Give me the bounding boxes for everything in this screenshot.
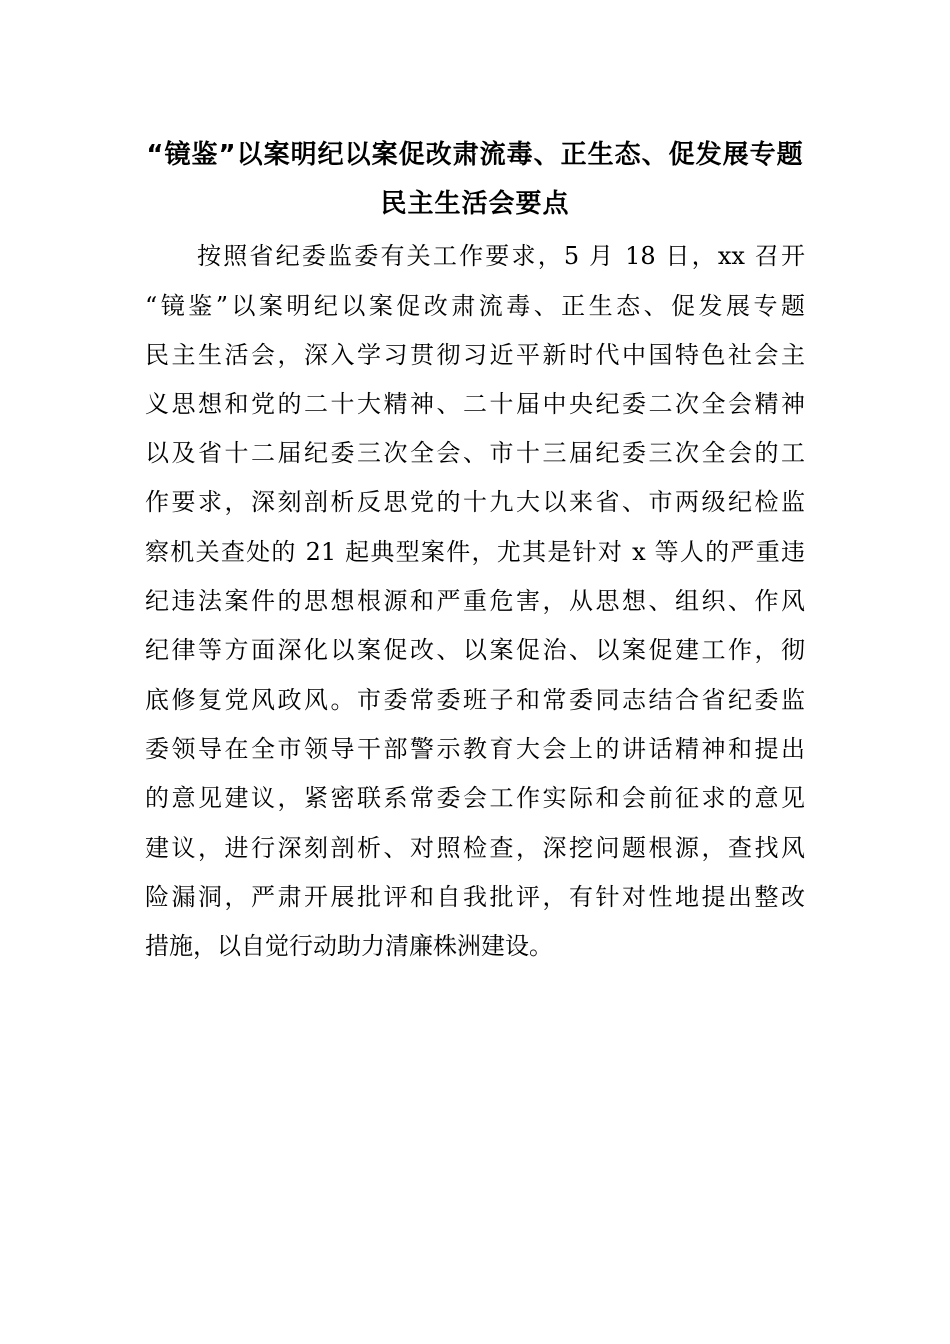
paragraph-line: 委领导在全市领导干部警示教育大会上的讲话精神和提出 bbox=[145, 735, 805, 763]
paragraph-line: 险漏洞，严肃开展批评和自我批评，有针对性地提出整改 bbox=[145, 883, 805, 911]
paragraph-line: 建议，进行深刻剖析、对照检查，深挖问题根源，查找风 bbox=[145, 834, 805, 862]
document-title-line-1: “镜鉴”以案明纪以案促改肃流毒、正生态、促发展专题 bbox=[146, 140, 804, 170]
paragraph-line: 纪律等方面深化以案促改、以案促治、以案促建工作，彻 bbox=[145, 636, 805, 664]
paragraph-line: 纪违法案件的思想根源和严重危害，从思想、组织、作风 bbox=[145, 587, 805, 615]
paragraph-line: 的意见建议，紧密联系常委会工作实际和会前征求的意见 bbox=[145, 784, 805, 812]
document-title-line-2: 民主生活会要点 bbox=[380, 189, 570, 219]
paragraph-line: 民主生活会，深入学习贯彻习近平新时代中国特色社会主 bbox=[145, 341, 805, 369]
paragraph-line: “镜鉴”以案明纪以案促改肃流毒、正生态、促发展专题 bbox=[145, 292, 805, 320]
paragraph-line: 察机关查处的 21 起典型案件，尤其是针对 x 等人的严重违 bbox=[145, 538, 805, 566]
paragraph-line: 底修复党风政风。市委常委班子和常委同志结合省纪委监 bbox=[145, 686, 805, 714]
paragraph-line: 义思想和党的二十大精神、二十届中央纪委二次全会精神 bbox=[145, 390, 805, 418]
paragraph-line: 以及省十二届纪委三次全会、市十三届纪委三次全会的工 bbox=[145, 439, 805, 467]
paragraph-line: 按照省纪委监委有关工作要求，5 月 18 日，xx 召开 bbox=[197, 242, 805, 270]
paragraph-line-last: 措施，以自觉行动助力清廉株洲建设。 bbox=[145, 932, 553, 960]
paragraph-line: 作要求，深刻剖析反思党的十九大以来省、市两级纪检监 bbox=[145, 488, 805, 516]
